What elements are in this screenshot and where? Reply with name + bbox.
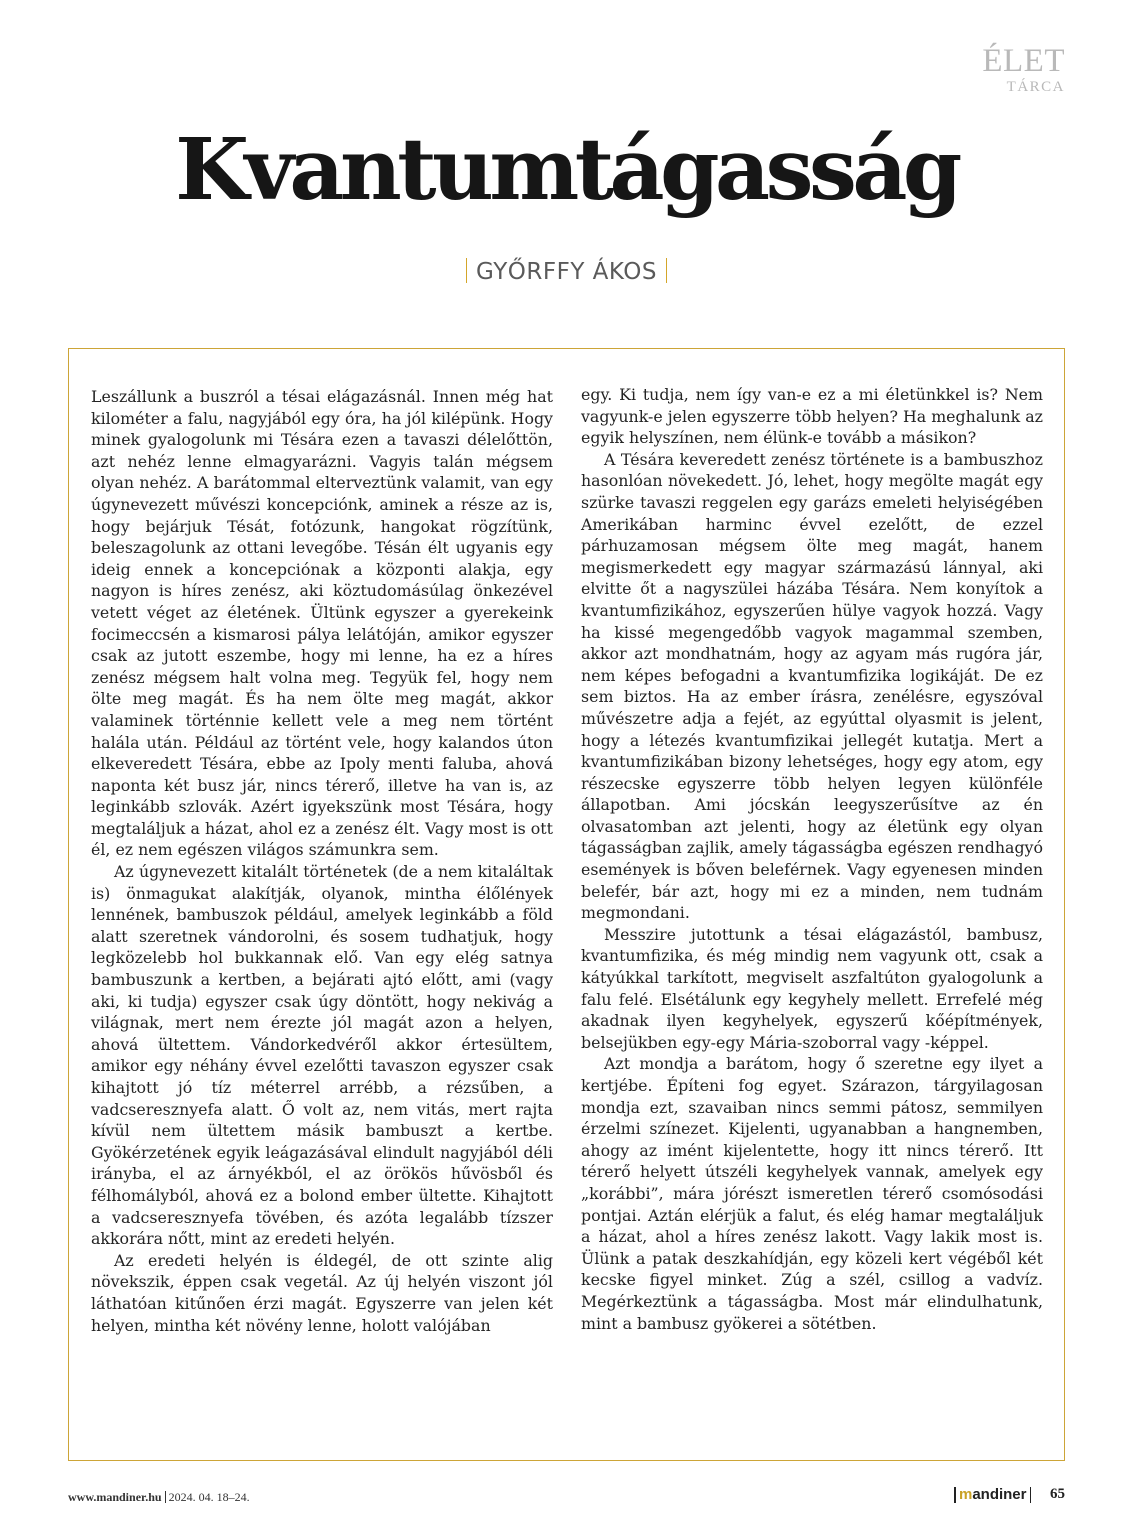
section-name: ÉLET [982,43,1065,79]
paragraph: A Tésára keveredett zenész története is a bambuszhoz hasonlóan növekedett. Jó, lehet, hogy megölte magát egy szürke tavaszi reggelen egy garázs emeleti helyiségében Amerikában harminc évvel ezelőtt, de ezzel párhuzamosan mégsem ölte meg magát, hanem megismerkedett egy magyar származású lánnyal, aki elvitte őt a nagyszülei házába Tésára. Nem konyítok a kvantumfizikához, egyszerűen hülye vagyok hozzá. Vagy ha kissé megengedőbb vagyok magammal szemben, akkor azt mondhatnám, hogy az agyam más rugóra jár, nem képes befogadni a kvantumfizika logikáját. De ez sem biztos. Ha az ember írásra, zenélésre, egyszóval művészetre adja a fejét, az egyúttal olyasmit is jelent, hogy a létezés kvantumfizikai jellegét kutatja. Mert a kvantumfizikában bizony lehetséges, hogy egy atom, egy részecske egyszerre több helyen legyen különféle állapotban. Ami jócskán leegyszerűsítve az én olvasatomban azt jelenti, hogy az életünk egy olyan tágasságban zajlik, amely tágasságba egészen rendhagyó események is bőven beleférnek. Vagy egyenesen minden belefér, bár azt, hogy mi ez a minden, nem tudnám megmondani. [581,449,1043,923]
footer-right [951,1486,1065,1503]
brand-left-bar [954,1487,956,1503]
column-left [91,386,553,1336]
paragraph: Azt mondja a barátom, hogy ő szeretne egy ilyet a kertjébe. Építeni fog egyet. Szárazon, tárgyilagosan mondja ezt, szavaiban nincs semmi pátosz, semmilyen érzelmi színezet. Kijelenti, ugyanabban a hangnemben, ahogy az imént kijelentette, hogy itt nincs térerő. Itt térerő helyett útszéli kegyhelyek vannak, amelyek egy „korábbi”, mára jórészt ismeretlen térerő csomósodási pontjai. Aztán elérjük a falut, és elég hamar megtaláljuk a házat, ahol a híres zenész lakott. Vagy lakik most is. Ülünk a patak deszkahídján, egy közeli kert végéből két kecske figyel minket. Zúg a szél, csillog a vadvíz. Megérkeztünk a tágasságba. Most már elindulhatunk, mint a bambusz gyökerei a sötétben. [581,1054,1043,1333]
paragraph: Az úgynevezett kitalált történetek (de a nem kitaláltak is) önmagukat alakítják, olyanok, mintha élőlények lennének, bambuszok például, amelyek leginkább a föld alatt szeretnek vándorolni, és sosem tudhatjuk, hogy legközelebb hol bukkannak elő. Van egy elég satnya bambuszunk a kertben, a bejárati ajtó előtt, ami (vagy aki, ki tudja) egyszer csak úgy döntött, hogy nekivág a világnak, mert nem érezte jól magát azon a helyen, ahová ültettem. Vándorkedvéről akkor értesültem, amikor egy néhány évvel ezelőtti tavaszon egyszer csak kihajtott jó tíz méterrel arrébb, a rézsűben, a vadcseresznyefa alatt. Ő volt az, nem vitás, mert rajta kívül nem ültettem másik bambuszt a kertbe. Gyökérzetének egyik leágazásával elindult nagyjából déli irányba, el az árnyékból, el az örökös hűvösből és félhomályból, ahová ez a bolond ember ültette. Kihajtott a vadcseresznyefa tövében, és azóta legalább tízszer akkorára nőtt, mint az eredeti helyén. [91,862,553,1249]
byline-left-bar [466,258,468,283]
page-number: 65 [1050,1486,1065,1502]
section-subname: TÁRCA [1006,79,1065,95]
author-name: GYŐRFFY ÁKOS [476,259,657,285]
section-header [982,44,1065,96]
brand-logo-m: m [958,1486,973,1503]
footer-website: www.mandiner.hu [68,1490,162,1504]
brand-logo-rest: andiner [972,1486,1027,1503]
byline-right-bar [666,258,668,283]
article-title: Kvantumtágasság [175,120,958,220]
footer-separator [165,1491,166,1503]
paragraph: Messzire jutottunk a tésai elágazástól, bambusz, kvantumfizika, és még mindig nem vagyunk ott, csak a kátyúkkal tarkított, megviselt aszfaltúton gyalogolunk a falu felé. Elsétálunk egy kegyhely mellett. Errefelé még akadnak ilyen kegyhelyek, egyszerű kőépítmények, belsejükben egy-egy Mária-szoborral vagy -képpel. [581,924,1043,1052]
brand-logo [959,1486,1027,1503]
paragraph: egy. Ki tudja, nem így van-e ez a mi életünkkel is? Nem vagyunk-e jelen egyszerre több helyen? Ha meghalunk az egyik helyszínen, nem élünk-e tovább a másikon? [581,385,1043,448]
footer-left [68,1490,250,1505]
brand-right-bar [1030,1487,1032,1503]
byline [0,258,1133,285]
paragraph: Leszállunk a buszról a tésai elágazásnál. Innen még hat kilométer a falu, nagyjából egy óra, ha jól kilépünk. Hogy minek gyalogolunk mi Tésára ezen a tavaszi délelőttön, azt nehéz lenne elmagyarázni. Vagyis talán mégsem olyan nehéz. A barátommal elterveztünk valamit, van egy úgynevezett művészi koncepciónk, aminek a része az is, hogy bejárjuk Tésát, fotózunk, hangokat rögzítünk, beleszagolunk az ottani levegőbe. Tésán élt ugyanis egy ideig ennek a koncepciónak a központi alakja, egy nagyon is híres zenész, aki köztudomásúlag önkezével vetett véget az életének. Ültünk egyszer a gyerekeink focimeccsén a kismarosi pálya lelátóján, amikor egyszer csak az jutott eszembe, hogy mi lenne, ha ez a híres zenész mégsem halt volna meg. Tegyük fel, hogy nem ölte meg magát. És ha nem ölte meg magát, akkor valaminek történnie kellett vele a meg nem történt halála után. Például az történt vele, hogy kalandos úton elkeveredett Tésára, ebbe az Ipoly menti faluba, ahová naponta két busz jár, nincs térerő, illetve ha van is, az leginkább szlovák. Azért igyekszünk most Tésára, hogy megtaláljuk a házat, ahol ez a zenész élt. Vagy most is ott él, ez nem egészen világos számunkra sem. [91,387,553,860]
column-right [581,384,1043,1334]
footer-date: 2024. 04. 18–24. [168,1490,250,1504]
paragraph: Az eredeti helyén is éldegél, de ott szinte alig növekszik, éppen csak vegetál. Az új helyén viszont jól láthatóan kitűnően érzi magát. Egyszerre van jelen két helyen, mintha két növény lenne, holott valójában [91,1250,553,1335]
